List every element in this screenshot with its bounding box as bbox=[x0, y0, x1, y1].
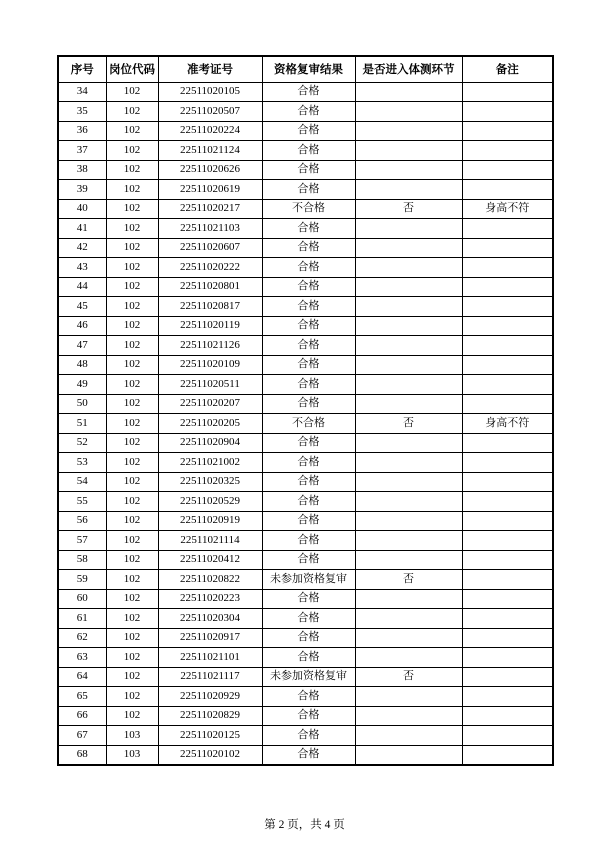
table-row bbox=[58, 336, 553, 356]
header-enter-physical-test: 是否进入体测环节 bbox=[355, 56, 462, 82]
table-cell: 不合格 bbox=[262, 199, 355, 219]
table-cell: 否 bbox=[355, 570, 462, 590]
table-cell: 否 bbox=[355, 199, 462, 219]
table-cell: 22511020904 bbox=[158, 433, 262, 453]
table-cell bbox=[462, 609, 553, 629]
table-cell: 34 bbox=[58, 82, 106, 102]
table-row bbox=[58, 82, 553, 102]
table-row bbox=[58, 628, 553, 648]
table-cell: 合格 bbox=[262, 453, 355, 473]
table-cell: 22511021117 bbox=[158, 667, 262, 687]
table-cell bbox=[355, 726, 462, 746]
table-cell: 合格 bbox=[262, 648, 355, 668]
table-cell bbox=[355, 258, 462, 278]
table-cell: 不合格 bbox=[262, 414, 355, 434]
table-cell: 102 bbox=[106, 589, 158, 609]
table-cell: 46 bbox=[58, 316, 106, 336]
table-cell: 51 bbox=[58, 414, 106, 434]
table-cell: 合格 bbox=[262, 433, 355, 453]
table-cell: 103 bbox=[106, 726, 158, 746]
table-cell bbox=[355, 453, 462, 473]
table-cell: 47 bbox=[58, 336, 106, 356]
table-cell bbox=[355, 531, 462, 551]
table-cell bbox=[355, 219, 462, 239]
table-cell: 52 bbox=[58, 433, 106, 453]
table-cell bbox=[462, 667, 553, 687]
table-cell: 59 bbox=[58, 570, 106, 590]
table-row bbox=[58, 277, 553, 297]
qualification-review-table bbox=[57, 55, 554, 766]
table-cell bbox=[462, 511, 553, 531]
table-cell: 22511020507 bbox=[158, 102, 262, 122]
table-cell bbox=[355, 336, 462, 356]
table-cell: 102 bbox=[106, 355, 158, 375]
table-cell: 60 bbox=[58, 589, 106, 609]
table-cell: 合格 bbox=[262, 472, 355, 492]
table-row bbox=[58, 570, 553, 590]
table-cell bbox=[355, 433, 462, 453]
table-cell: 44 bbox=[58, 277, 106, 297]
table-cell bbox=[462, 706, 553, 726]
table-row bbox=[58, 648, 553, 668]
table-cell bbox=[462, 238, 553, 258]
table-cell: 22511020105 bbox=[158, 82, 262, 102]
table-cell: 38 bbox=[58, 160, 106, 180]
table-cell: 102 bbox=[106, 706, 158, 726]
table-cell: 102 bbox=[106, 648, 158, 668]
table-cell: 57 bbox=[58, 531, 106, 551]
table-cell bbox=[462, 297, 553, 317]
table-cell: 合格 bbox=[262, 258, 355, 278]
table-cell bbox=[462, 492, 553, 512]
table-cell bbox=[462, 726, 553, 746]
table-cell: 22511020102 bbox=[158, 745, 262, 765]
table-cell bbox=[355, 102, 462, 122]
table-cell: 22511020829 bbox=[158, 706, 262, 726]
table-cell: 102 bbox=[106, 297, 158, 317]
table-cell: 22511020217 bbox=[158, 199, 262, 219]
table-row bbox=[58, 180, 553, 200]
table-cell: 43 bbox=[58, 258, 106, 278]
table-row bbox=[58, 687, 553, 707]
table-cell: 22511020325 bbox=[158, 472, 262, 492]
table-cell: 102 bbox=[106, 550, 158, 570]
header-position-code: 岗位代码 bbox=[106, 56, 158, 82]
table-cell: 合格 bbox=[262, 687, 355, 707]
table-cell: 53 bbox=[58, 453, 106, 473]
table-cell: 22511020817 bbox=[158, 297, 262, 317]
table-row bbox=[58, 258, 553, 278]
table-cell: 合格 bbox=[262, 511, 355, 531]
table-cell: 22511020304 bbox=[158, 609, 262, 629]
table-row bbox=[58, 667, 553, 687]
header-ticket-number: 准考证号 bbox=[158, 56, 262, 82]
table-row bbox=[58, 492, 553, 512]
page-number-indicator: 第 2 页，共 4 页 bbox=[264, 819, 345, 831]
table-row bbox=[58, 394, 553, 414]
table-cell: 22511021101 bbox=[158, 648, 262, 668]
table-cell: 合格 bbox=[262, 121, 355, 141]
table-cell: 合格 bbox=[262, 550, 355, 570]
table-cell: 合格 bbox=[262, 102, 355, 122]
table-cell bbox=[462, 628, 553, 648]
table-cell: 22511020125 bbox=[158, 726, 262, 746]
table-cell bbox=[355, 648, 462, 668]
header-serial-number: 序号 bbox=[58, 56, 106, 82]
table-cell: 102 bbox=[106, 667, 158, 687]
table-row bbox=[58, 706, 553, 726]
table-cell: 103 bbox=[106, 745, 158, 765]
table-cell: 22511020205 bbox=[158, 414, 262, 434]
table-cell bbox=[355, 238, 462, 258]
table-cell bbox=[462, 277, 553, 297]
table-cell: 合格 bbox=[262, 316, 355, 336]
table-cell: 102 bbox=[106, 628, 158, 648]
table-row bbox=[58, 355, 553, 375]
table-row bbox=[58, 121, 553, 141]
table-row bbox=[58, 199, 553, 219]
table-cell bbox=[355, 687, 462, 707]
table-cell bbox=[462, 687, 553, 707]
table-cell: 22511021103 bbox=[158, 219, 262, 239]
header-remarks: 备注 bbox=[462, 56, 553, 82]
table-cell bbox=[462, 180, 553, 200]
table-row bbox=[58, 238, 553, 258]
table-cell: 22511020109 bbox=[158, 355, 262, 375]
table-cell bbox=[355, 375, 462, 395]
table-header-row bbox=[58, 56, 553, 82]
table-cell: 102 bbox=[106, 609, 158, 629]
table-cell: 合格 bbox=[262, 180, 355, 200]
table-cell bbox=[462, 531, 553, 551]
table-cell bbox=[462, 82, 553, 102]
table-cell bbox=[355, 550, 462, 570]
table-cell: 102 bbox=[106, 433, 158, 453]
table-cell bbox=[462, 375, 553, 395]
table-cell bbox=[355, 297, 462, 317]
table-cell: 102 bbox=[106, 511, 158, 531]
table-cell: 36 bbox=[58, 121, 106, 141]
table-cell: 22511021126 bbox=[158, 336, 262, 356]
table-cell: 68 bbox=[58, 745, 106, 765]
table-cell: 63 bbox=[58, 648, 106, 668]
table-cell: 58 bbox=[58, 550, 106, 570]
table-cell: 102 bbox=[106, 687, 158, 707]
table-cell: 61 bbox=[58, 609, 106, 629]
table-cell: 50 bbox=[58, 394, 106, 414]
table-cell: 102 bbox=[106, 238, 158, 258]
table-cell: 22511020919 bbox=[158, 511, 262, 531]
table-cell: 合格 bbox=[262, 160, 355, 180]
table-cell: 22511020511 bbox=[158, 375, 262, 395]
table-cell: 未参加资格复审 bbox=[262, 570, 355, 590]
table-cell: 65 bbox=[58, 687, 106, 707]
table-cell: 否 bbox=[355, 667, 462, 687]
table-cell bbox=[462, 160, 553, 180]
table-cell: 64 bbox=[58, 667, 106, 687]
table-cell bbox=[462, 589, 553, 609]
table-cell: 合格 bbox=[262, 492, 355, 512]
table-cell: 否 bbox=[355, 414, 462, 434]
table-cell: 合格 bbox=[262, 628, 355, 648]
table-cell: 22511021114 bbox=[158, 531, 262, 551]
table-cell: 102 bbox=[106, 258, 158, 278]
table-cell: 45 bbox=[58, 297, 106, 317]
table-cell: 56 bbox=[58, 511, 106, 531]
table-cell: 39 bbox=[58, 180, 106, 200]
table-cell: 22511020119 bbox=[158, 316, 262, 336]
table-cell bbox=[355, 609, 462, 629]
table-row bbox=[58, 219, 553, 239]
table-cell bbox=[462, 121, 553, 141]
table-cell bbox=[462, 745, 553, 765]
table-cell bbox=[462, 336, 553, 356]
table-row bbox=[58, 375, 553, 395]
table-row bbox=[58, 297, 553, 317]
table-cell: 合格 bbox=[262, 297, 355, 317]
table-cell: 合格 bbox=[262, 141, 355, 161]
table-cell: 22511020412 bbox=[158, 550, 262, 570]
table-cell: 合格 bbox=[262, 355, 355, 375]
table-cell bbox=[355, 82, 462, 102]
table-cell: 102 bbox=[106, 141, 158, 161]
table-cell: 102 bbox=[106, 219, 158, 239]
table-cell: 22511020224 bbox=[158, 121, 262, 141]
table-cell: 102 bbox=[106, 453, 158, 473]
table-cell: 身高不符 bbox=[462, 414, 553, 434]
table-cell: 49 bbox=[58, 375, 106, 395]
table-cell: 合格 bbox=[262, 745, 355, 765]
table-cell bbox=[462, 355, 553, 375]
table-cell: 102 bbox=[106, 316, 158, 336]
table-cell bbox=[462, 453, 553, 473]
table-cell bbox=[462, 433, 553, 453]
table-cell bbox=[355, 355, 462, 375]
table-cell bbox=[355, 141, 462, 161]
table-row bbox=[58, 745, 553, 765]
table-header bbox=[58, 56, 553, 82]
table-cell: 102 bbox=[106, 570, 158, 590]
table-cell: 合格 bbox=[262, 531, 355, 551]
table-cell: 22511020626 bbox=[158, 160, 262, 180]
table-cell: 合格 bbox=[262, 82, 355, 102]
table-cell bbox=[355, 277, 462, 297]
table-row bbox=[58, 414, 553, 434]
table-cell: 48 bbox=[58, 355, 106, 375]
table-cell: 102 bbox=[106, 492, 158, 512]
table-cell: 102 bbox=[106, 394, 158, 414]
table-cell: 合格 bbox=[262, 394, 355, 414]
table-cell: 42 bbox=[58, 238, 106, 258]
table-row bbox=[58, 316, 553, 336]
table-row bbox=[58, 160, 553, 180]
table-cell bbox=[355, 180, 462, 200]
table-row bbox=[58, 102, 553, 122]
table-cell bbox=[462, 570, 553, 590]
table-cell: 合格 bbox=[262, 706, 355, 726]
table-cell bbox=[462, 102, 553, 122]
table-cell: 合格 bbox=[262, 609, 355, 629]
table-cell bbox=[355, 394, 462, 414]
table-cell: 22511020207 bbox=[158, 394, 262, 414]
table-cell bbox=[462, 316, 553, 336]
table-cell: 102 bbox=[106, 180, 158, 200]
table-cell bbox=[355, 472, 462, 492]
table-cell: 67 bbox=[58, 726, 106, 746]
table-cell: 22511020222 bbox=[158, 258, 262, 278]
table-cell: 41 bbox=[58, 219, 106, 239]
table-cell: 22511020529 bbox=[158, 492, 262, 512]
table-cell bbox=[355, 589, 462, 609]
table-row bbox=[58, 589, 553, 609]
table-row bbox=[58, 531, 553, 551]
table-cell bbox=[462, 550, 553, 570]
table-cell: 22511020607 bbox=[158, 238, 262, 258]
table-cell: 102 bbox=[106, 472, 158, 492]
table-cell: 102 bbox=[106, 199, 158, 219]
table-cell: 22511020223 bbox=[158, 589, 262, 609]
table-cell: 35 bbox=[58, 102, 106, 122]
table-cell bbox=[355, 492, 462, 512]
table-cell: 102 bbox=[106, 336, 158, 356]
table-cell: 22511020917 bbox=[158, 628, 262, 648]
table-cell bbox=[462, 394, 553, 414]
table-cell: 40 bbox=[58, 199, 106, 219]
table-row bbox=[58, 550, 553, 570]
table-cell: 22511021002 bbox=[158, 453, 262, 473]
table-cell: 合格 bbox=[262, 277, 355, 297]
table-row bbox=[58, 726, 553, 746]
table-cell bbox=[462, 141, 553, 161]
table-row bbox=[58, 472, 553, 492]
table-cell: 合格 bbox=[262, 589, 355, 609]
table-cell bbox=[462, 472, 553, 492]
header-review-result: 资格复审结果 bbox=[262, 56, 355, 82]
table-cell bbox=[355, 706, 462, 726]
table-cell: 身高不符 bbox=[462, 199, 553, 219]
table-cell: 未参加资格复审 bbox=[262, 667, 355, 687]
table-row bbox=[58, 141, 553, 161]
table-cell: 合格 bbox=[262, 238, 355, 258]
table-cell: 合格 bbox=[262, 219, 355, 239]
table-cell: 102 bbox=[106, 531, 158, 551]
table-body bbox=[58, 82, 553, 765]
table-cell: 54 bbox=[58, 472, 106, 492]
table-cell: 22511020822 bbox=[158, 570, 262, 590]
table-cell bbox=[355, 121, 462, 141]
table-cell: 22511020619 bbox=[158, 180, 262, 200]
table-cell: 102 bbox=[106, 414, 158, 434]
table-row bbox=[58, 453, 553, 473]
table-cell: 55 bbox=[58, 492, 106, 512]
table-cell: 62 bbox=[58, 628, 106, 648]
table-cell: 合格 bbox=[262, 375, 355, 395]
table-cell: 102 bbox=[106, 277, 158, 297]
table-cell bbox=[355, 316, 462, 336]
table-cell: 22511020801 bbox=[158, 277, 262, 297]
table-cell bbox=[355, 160, 462, 180]
table-cell: 102 bbox=[106, 82, 158, 102]
table-cell: 合格 bbox=[262, 336, 355, 356]
table-row bbox=[58, 433, 553, 453]
table-cell: 102 bbox=[106, 121, 158, 141]
table-cell: 37 bbox=[58, 141, 106, 161]
table-cell: 合格 bbox=[262, 726, 355, 746]
table-cell bbox=[462, 648, 553, 668]
table-cell bbox=[355, 745, 462, 765]
table-cell: 102 bbox=[106, 102, 158, 122]
table-row bbox=[58, 609, 553, 629]
table-cell: 66 bbox=[58, 706, 106, 726]
table-cell: 22511020929 bbox=[158, 687, 262, 707]
table-cell bbox=[462, 258, 553, 278]
table-row bbox=[58, 511, 553, 531]
table-cell: 102 bbox=[106, 375, 158, 395]
table-cell: 22511021124 bbox=[158, 141, 262, 161]
table-cell: 102 bbox=[106, 160, 158, 180]
table-cell bbox=[355, 511, 462, 531]
table-cell bbox=[462, 219, 553, 239]
table-cell bbox=[355, 628, 462, 648]
